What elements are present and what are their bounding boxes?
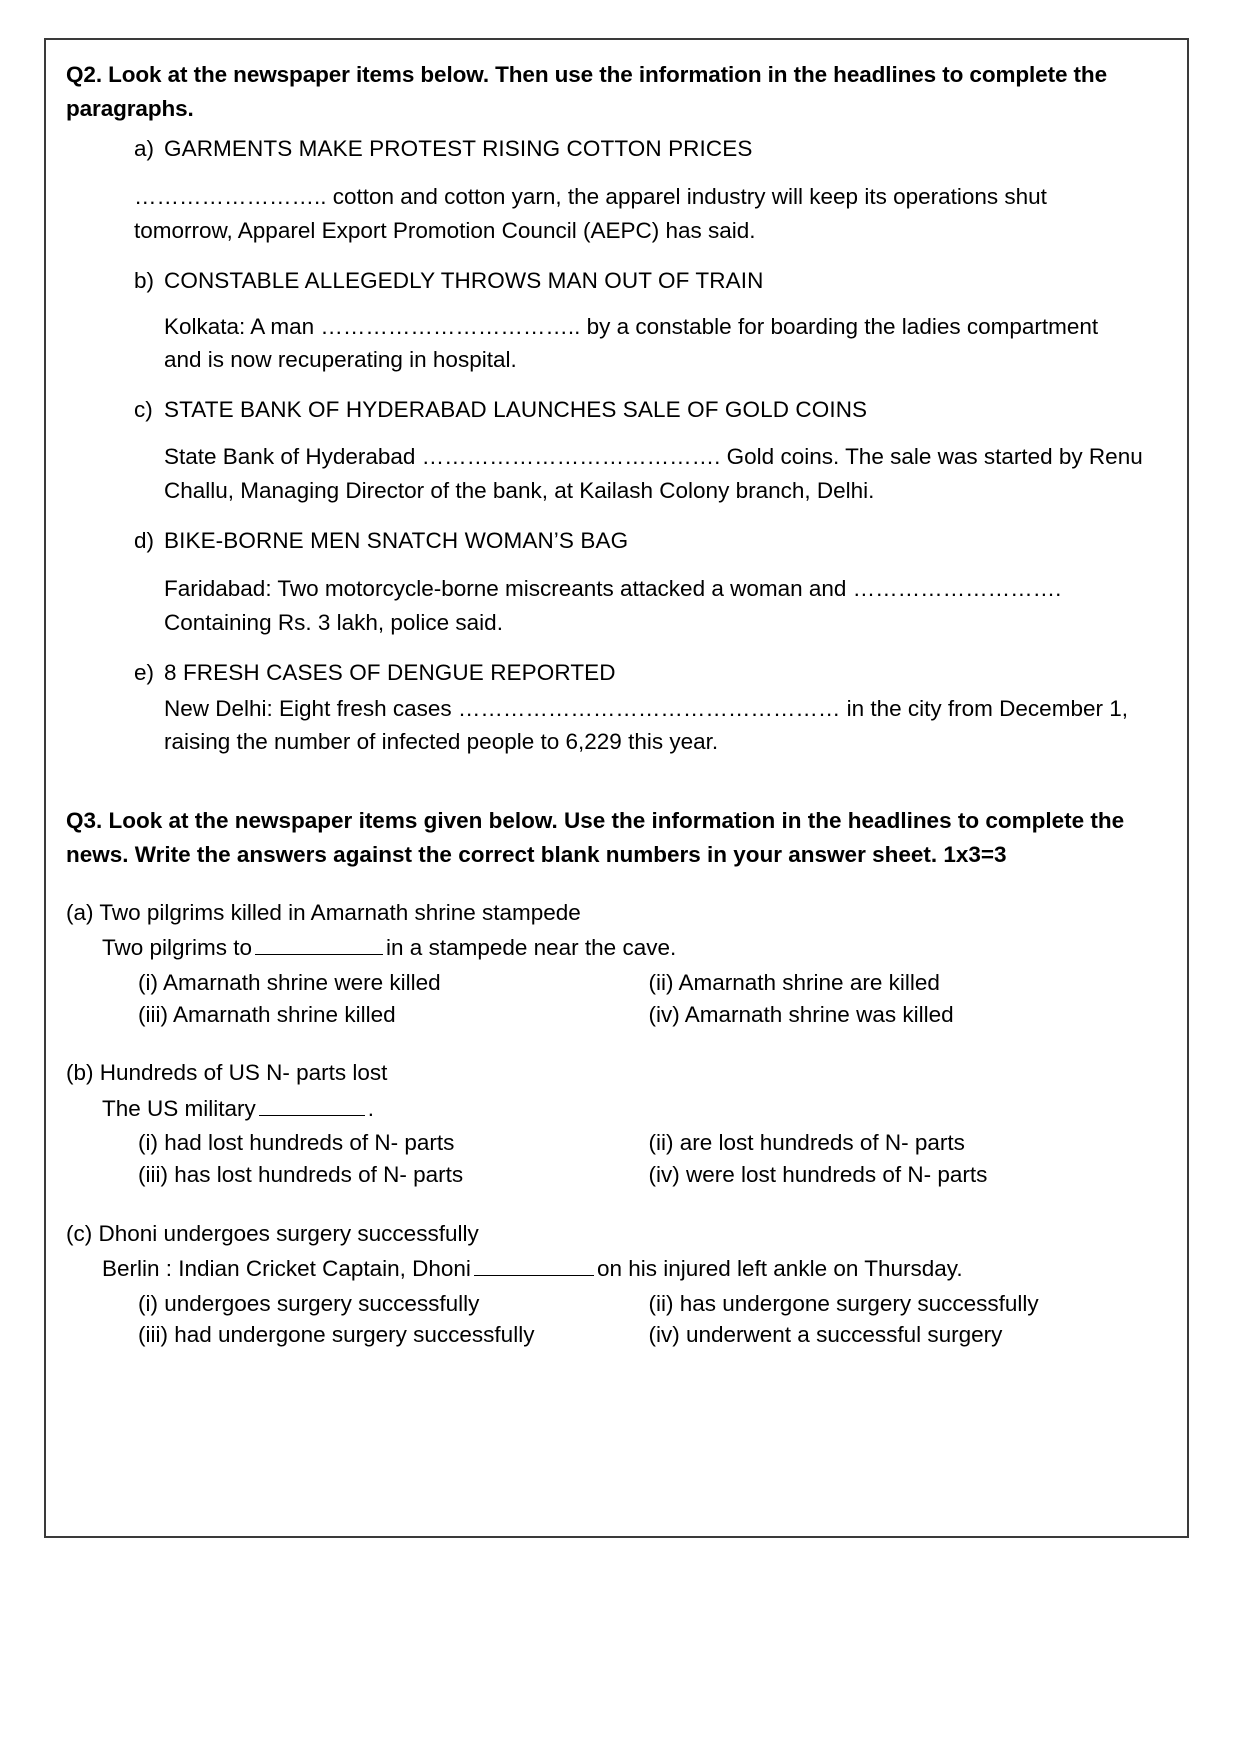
- q3-option-a-i[interactable]: (i) Amarnath shrine were killed: [138, 969, 441, 995]
- q2-item-d: [66, 524, 1159, 640]
- q2-headline-b: CONSTABLE ALLEGEDLY THROWS MAN OUT OF TRAIN: [164, 268, 764, 294]
- q3-stem-a: [102, 931, 1159, 964]
- q2-paragraph-b: Kolkata: A man …………………………….. by a constable for boarding the ladies compartment and is now recuperating in hospital.: [164, 314, 1099, 372]
- q3-headline-text-c: Dhoni undergoes surgery successfully: [98, 1220, 479, 1246]
- q2-paragraph-e: New Delhi: Eight fresh cases …………………………………………… in the city from December 1, raising the number of infected people to 6,229 this year.: [164, 696, 1128, 754]
- q3-option-b-i[interactable]: (i) had lost hundreds of N- parts: [138, 1130, 455, 1156]
- q2-headline-row-e: [134, 656, 1159, 689]
- q3-options-a: [138, 967, 1159, 1031]
- q2-item-label-e: e): [134, 659, 155, 685]
- q2-headline-row-b: [134, 264, 1159, 297]
- q2-item-label-b: b): [134, 268, 155, 294]
- q3-blank-a[interactable]: [255, 932, 383, 956]
- q3-option-c-iii[interactable]: (iii) had undergone surgery successfully: [138, 1322, 535, 1348]
- q3-group-c: [66, 1217, 1159, 1351]
- q3-headline-text-a: Two pilgrims killed in Amarnath shrine stampede: [99, 899, 581, 925]
- q3-stem-after-b: .: [367, 1095, 375, 1121]
- q2-paragraph-d: Faridabad: Two motorcycle-borne miscreants attacked a woman and ………………………. Containing Rs. 3 lakh, police said.: [164, 575, 1062, 635]
- q3-option-b-iii[interactable]: (iii) has lost hundreds of N- parts: [138, 1161, 464, 1187]
- q2-headline-e: 8 FRESH CASES OF DENGUE REPORTED: [164, 659, 616, 685]
- q3-stem-after-c: on his injured left ankle on Thursday.: [596, 1256, 963, 1282]
- q3-stem-b: [102, 1092, 1159, 1125]
- q2-paragraph-c: State Bank of Hyderabad …………………………………. Gold coins. The sale was started by Renu Challu, Managing Director of the bank, at Kailash Colony branch, Delhi.: [164, 443, 1143, 504]
- q3-option-c-ii[interactable]: (ii) has undergone surgery successfully: [648, 1290, 1039, 1316]
- q3-label-b: (b): [66, 1060, 94, 1086]
- q3-group-b: [66, 1056, 1159, 1190]
- q3-stem-before-a: Two pilgrims to: [102, 935, 253, 961]
- q3-label-c: (c): [66, 1220, 93, 1246]
- q3-option-a-ii[interactable]: (ii) Amarnath shrine are killed: [648, 969, 940, 995]
- q3-option-a-iii[interactable]: (iii) Amarnath shrine killed: [138, 1001, 396, 1027]
- q3-option-a-iv[interactable]: (iv) Amarnath shrine was killed: [648, 1001, 954, 1027]
- q3-stem-after-a: in a stampede near the cave.: [386, 935, 677, 961]
- q2-headline-row-c: [134, 393, 1159, 426]
- q2-item-a: [66, 132, 1159, 248]
- q2-heading: Q2. Look at the newspaper items below. Then use the information in the headlines to complete the paragraphs.: [66, 62, 1107, 122]
- q2-headline-row-d: [134, 524, 1159, 557]
- q3-stem-c: [102, 1252, 1159, 1285]
- q2-headline-row-a: [134, 132, 1159, 165]
- q3-stem-before-c: Berlin : Indian Cricket Captain, Dhoni: [102, 1256, 471, 1282]
- q2-item-label-a: a): [134, 136, 155, 162]
- q2-headline-c: STATE BANK OF HYDERABAD LAUNCHES SALE OF GOLD COINS: [164, 396, 868, 422]
- q3-option-b-iv[interactable]: (iv) were lost hundreds of N- parts: [648, 1161, 988, 1187]
- q2-headline-a: GARMENTS MAKE PROTEST RISING COTTON PRICES: [164, 136, 753, 162]
- q3-option-c-iv[interactable]: (iv) underwent a successful surgery: [648, 1322, 1003, 1348]
- q2-item-label-d: d): [134, 528, 155, 554]
- q2-headline-d: BIKE-BORNE MEN SNATCH WOMAN’S BAG: [164, 528, 629, 554]
- q3-headline-a: [66, 896, 1159, 929]
- q3-option-c-i[interactable]: (i) undergoes surgery successfully: [138, 1290, 480, 1316]
- q3-label-a: (a): [66, 899, 94, 925]
- q3-blank-b[interactable]: [259, 1092, 365, 1116]
- q2-item-b: [66, 264, 1159, 377]
- q3-option-b-ii[interactable]: (ii) are lost hundreds of N- parts: [648, 1130, 965, 1156]
- q3-headline-c: [66, 1217, 1159, 1250]
- q3-group-a: [66, 896, 1159, 1030]
- q2-item-c: [66, 393, 1159, 509]
- page-content: [44, 36, 1197, 1351]
- q3-blank-c[interactable]: [474, 1253, 594, 1277]
- q3-heading: Q3. Look at the newspaper items given below. Use the information in the headlines to complete the news. Write the answers against the correct blank numbers in your answer sheet. 1x3=3: [66, 808, 1125, 868]
- q2-item-e: [66, 656, 1159, 759]
- q3-options-c: [138, 1288, 1159, 1352]
- q3-headline-b: [66, 1056, 1159, 1089]
- q3-headline-text-b: Hundreds of US N- parts lost: [99, 1060, 388, 1086]
- q3-options-b: [138, 1127, 1159, 1191]
- q2-item-label-c: c): [134, 396, 153, 422]
- q2-paragraph-a: …………………….. cotton and cotton yarn, the apparel industry will keep its operations shut tomorrow, Apparel Export Promotion Council (AEPC) has said.: [134, 183, 1047, 243]
- q2-item-list: [66, 132, 1159, 758]
- q3-stem-before-b: The US military: [102, 1095, 256, 1121]
